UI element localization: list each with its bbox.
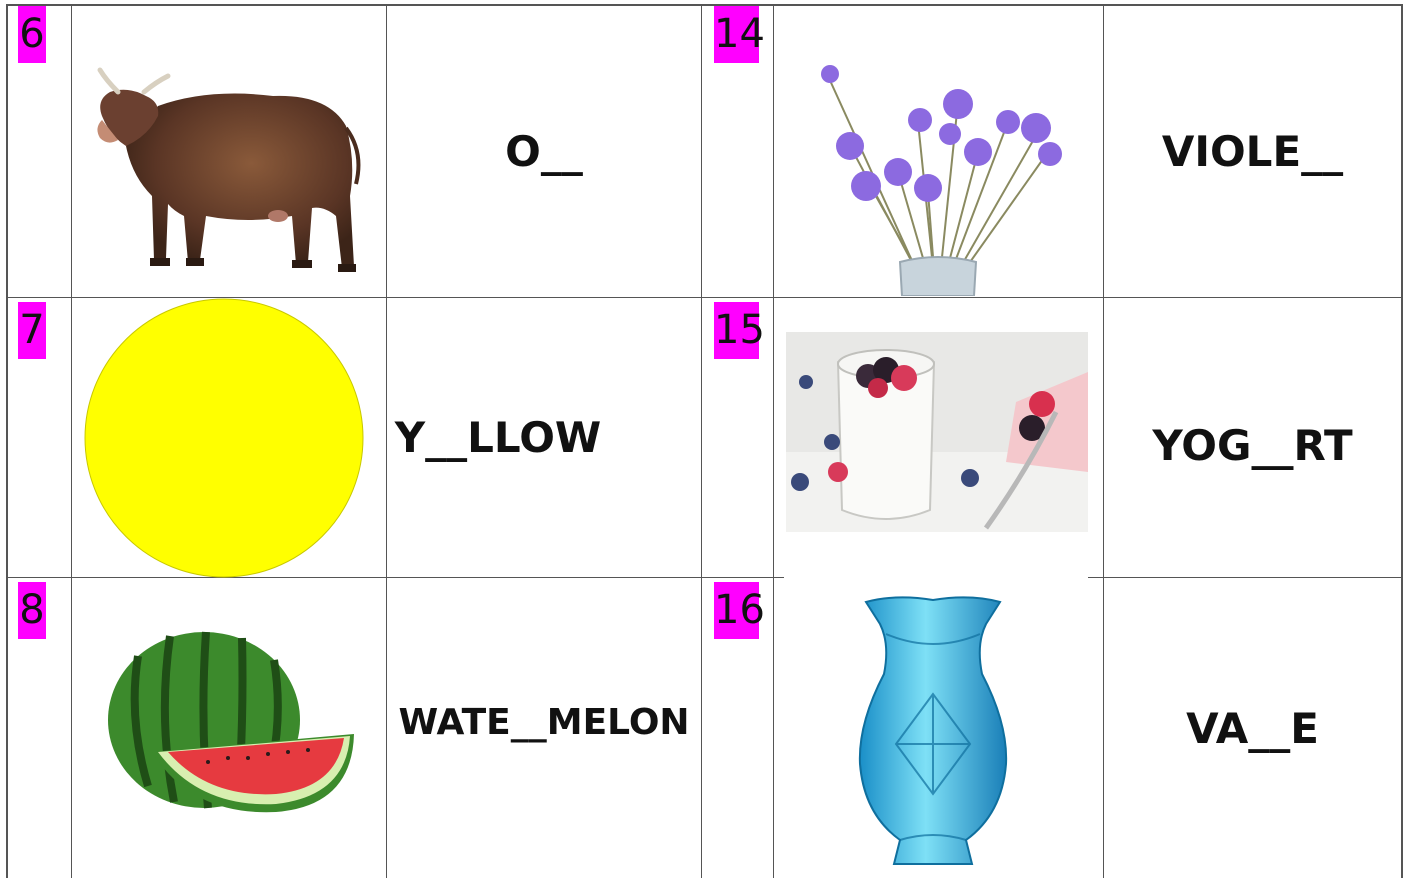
grid-line bbox=[71, 4, 72, 878]
word-blank: YOG__RT bbox=[1152, 421, 1353, 470]
word-blank: O__ bbox=[505, 127, 583, 176]
yellow-circle-picture bbox=[82, 297, 366, 579]
grid-line bbox=[1401, 4, 1403, 878]
item-number: 6 bbox=[18, 6, 46, 63]
item-number: 7 bbox=[18, 302, 46, 359]
word-blank: VA__E bbox=[1186, 703, 1319, 753]
grid-line bbox=[773, 4, 774, 878]
item-number: 15 bbox=[714, 302, 759, 359]
watermelon-picture bbox=[108, 626, 358, 818]
violet-flowers-picture bbox=[808, 62, 1070, 296]
item-number: 16 bbox=[714, 582, 759, 639]
item-number: 14 bbox=[714, 6, 759, 63]
grid-line bbox=[6, 4, 8, 878]
word-blank: WATE__MELON bbox=[398, 701, 690, 743]
word-blank: VIOLE__ bbox=[1161, 127, 1344, 176]
ox-picture bbox=[88, 66, 366, 280]
word-blank: Y__LLOW bbox=[394, 413, 602, 462]
blue-vase-picture bbox=[856, 594, 1010, 872]
item-number: 8 bbox=[18, 582, 46, 639]
yogurt-picture bbox=[786, 332, 1088, 532]
grid-line bbox=[701, 4, 702, 878]
